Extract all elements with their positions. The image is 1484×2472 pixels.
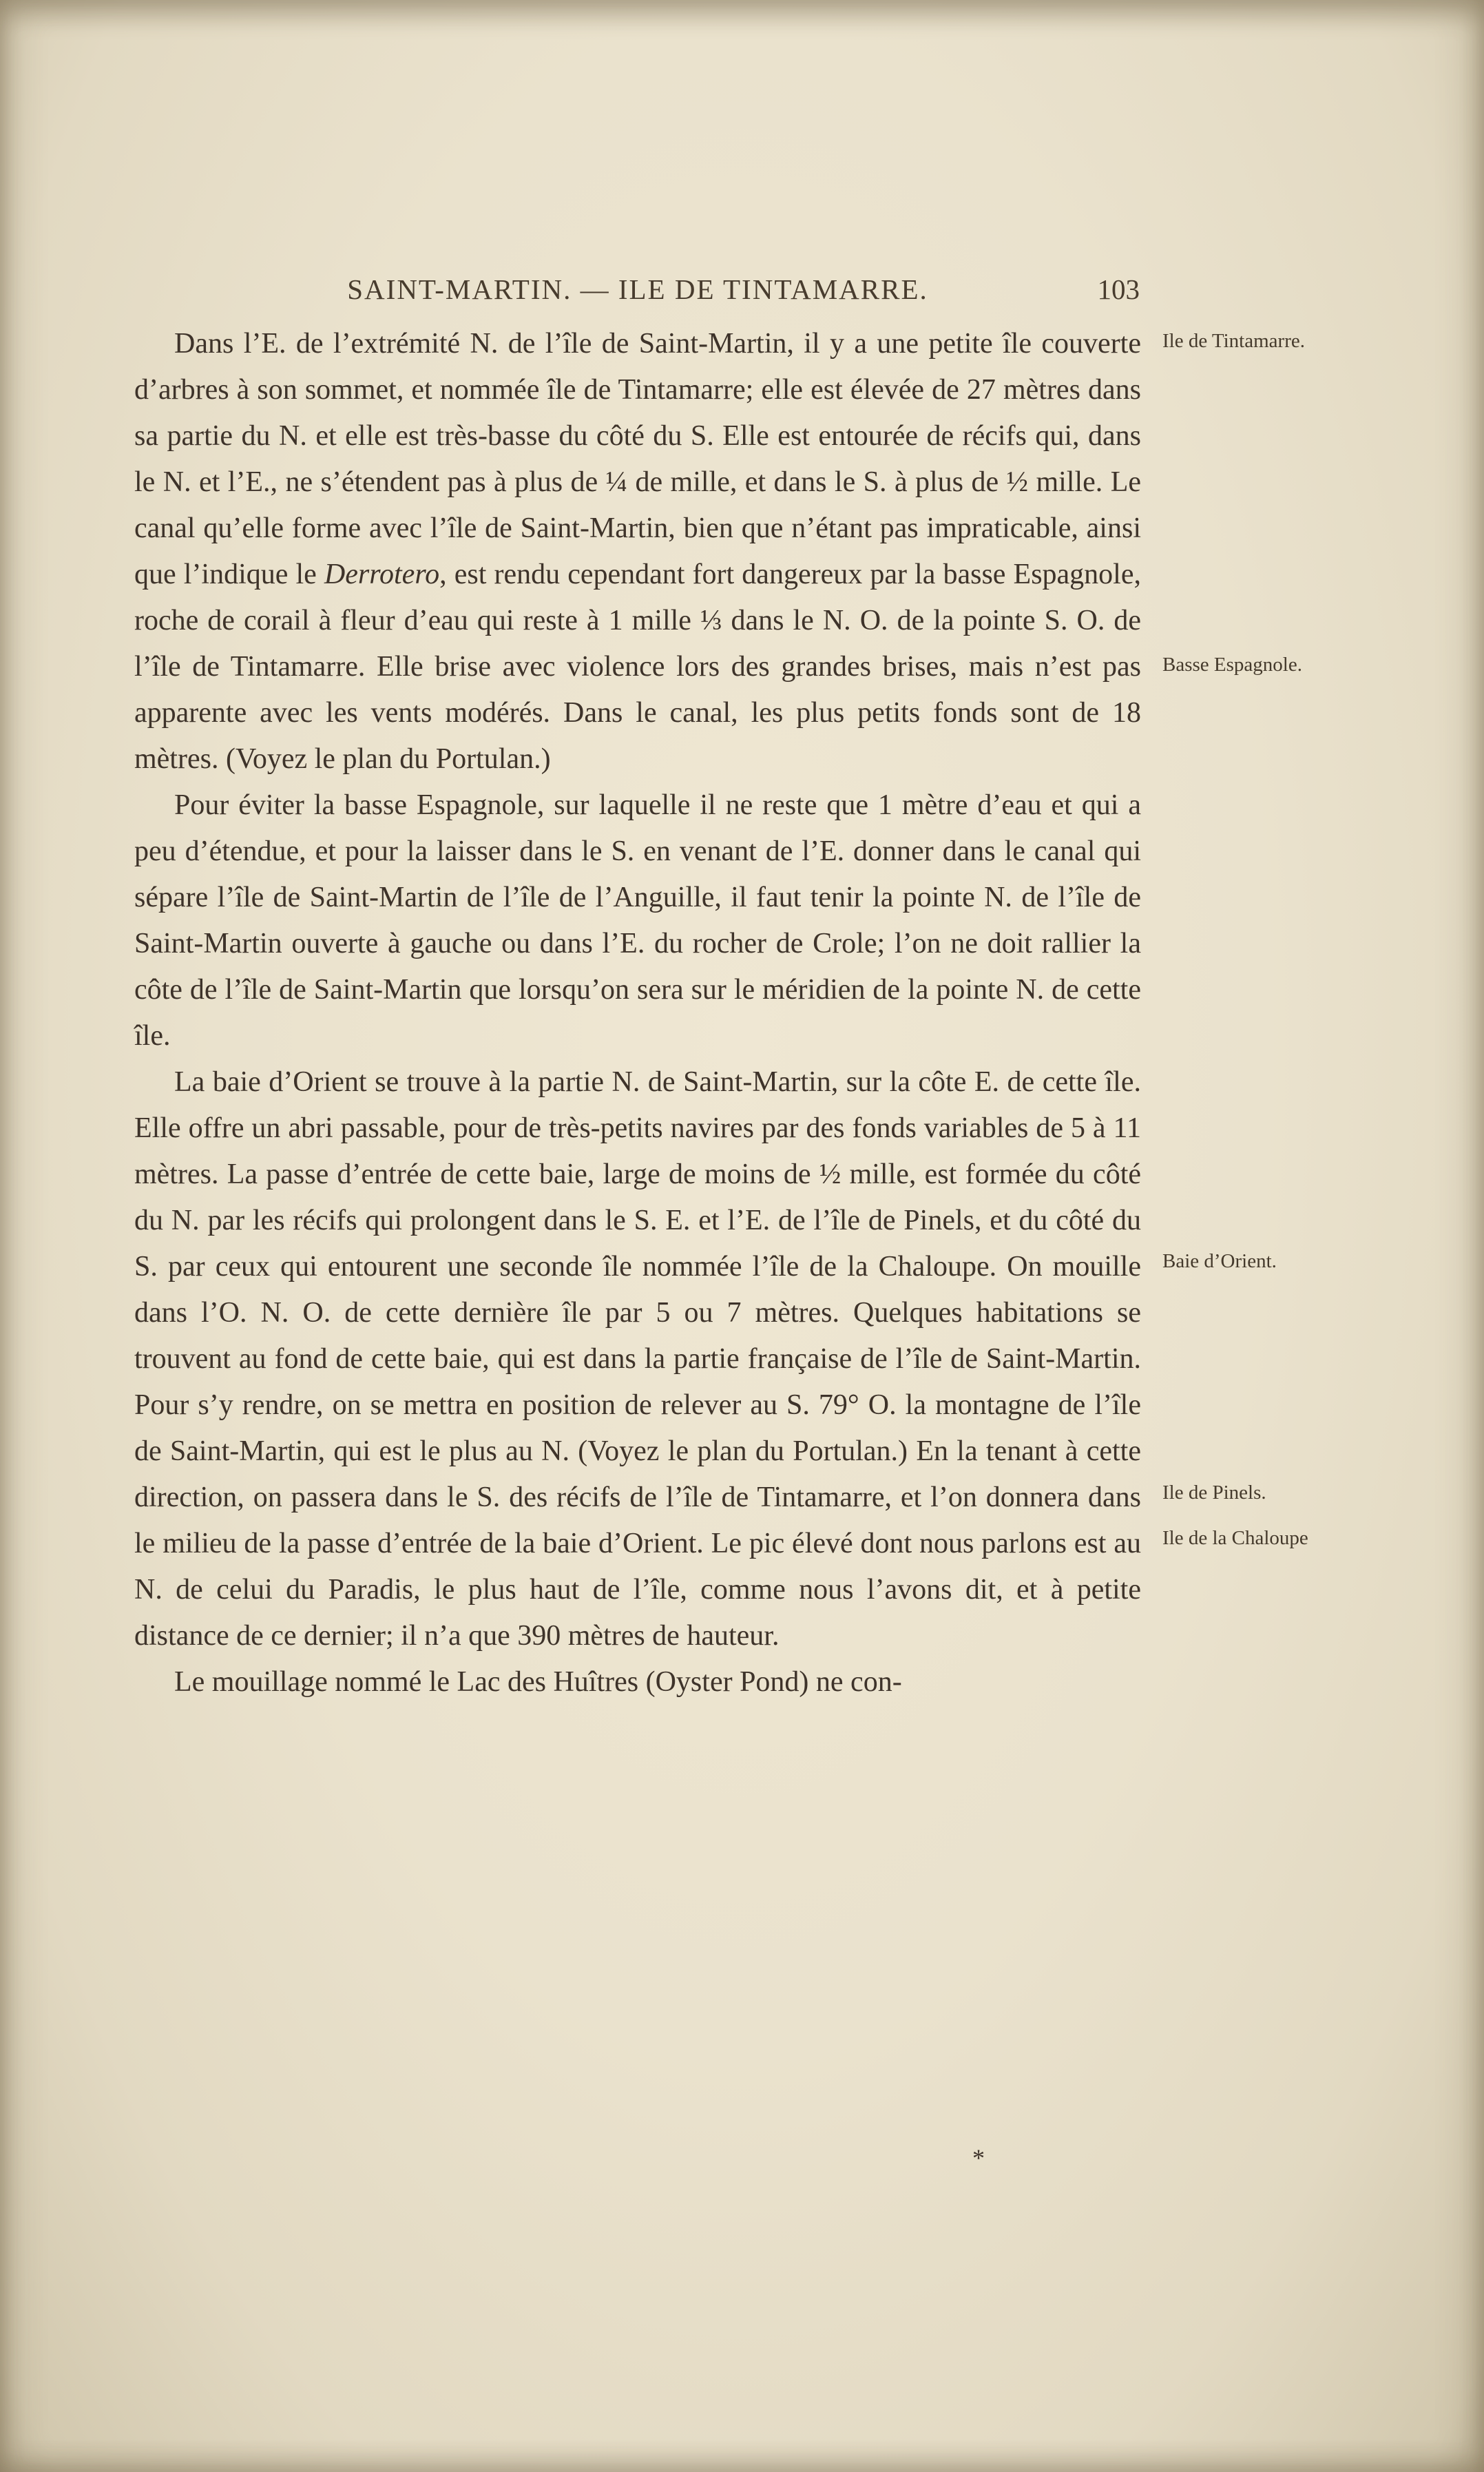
margin-note-ile-de-la-chaloupe: Ile de la Chaloupe [1162,1527,1308,1549]
paragraph-oyster-pond: Le mouillage nommé le Lac des Huîtres (Oyster Pond) ne con- [174,1666,902,1698]
running-title: SAINT-MARTIN. — ILE DE TINTAMARRE. [347,273,928,305]
paragraph-tintamarre [134,321,1141,782]
page-number: 103 [1097,273,1140,305]
page-header [134,273,1141,317]
derrotero-italic-word: Derrotero [324,559,440,590]
paragraph-basse-espagnole: Pour éviter la basse Espagnole, sur laquelle il ne reste que 1 mètre d’eau et qui a peu d’étendue, et pour la laisser dans le S. en venant de l’E. donner dans le canal qui sépare l’île de Saint-Martin de l’île de l’Anguille, il faut tenir la pointe N. de l’île de Saint-Martin ouverte à gauche ou dans l’E. du rocher de Crole; l’on ne doit rallier la côte de l’île de Saint-Martin que lorsqu’on sera sur le méridien de la pointe N. de cette île. [134,789,1141,1052]
paragraph-tintamarre-text-cont: , est rendu cependant fort dangereux par la basse Espagnole, roche de corail à fleur d’eau qui reste à 1 mille ⅓ dans le N. O. de la pointe S. O. de l’île de Tintamarre. Elle brise avec violence lors des grandes brises, mais n’est pas apparente avec les vents modérés. Dans le canal, les plus petits fonds sont de 18 mètres. (Voyez le plan du Portulan.) [134,559,1141,775]
margin-note-ile-de-pinels: Ile de Pinels. [1162,1482,1266,1504]
printer-signature-mark: * [972,2144,985,2172]
margin-note-basse-espagnole: Basse Espagnole. [1162,654,1302,676]
margin-note-baie-d-orient: Baie d’Orient. [1162,1250,1277,1272]
paragraph-tintamarre-text: Dans l’E. de l’extrémité N. de l’île de Saint-Martin, il y a une petite île couverte d’arbres à son sommet, et nommée île de Tintamarre; elle est élevée de 27 mètres dans sa partie du N. et elle est très-basse du côté du S. Elle est entourée de récifs qui, dans le N. et l’E., ne s’étendent pas à plus de ¼ de mille, et dans le S. à plus de ½ mille. Le canal qu’elle forme avec l’île de Saint-Martin, bien que n’étant pas impraticable, ainsi que l’indique le [134,328,1141,590]
paragraph-baie-orient: La baie d’Orient se trouve à la partie N. de Saint-Martin, sur la côte E. de cette île. Elle offre un abri passable, pour de très-petits navires par des fonds variables de 5 à 11 mètres. La passe d’entrée de cette baie, large de moins de ½ mille, est formée du côté du N. par les récifs qui prolongent dans le S. E. et l’E. de l’île de Pinels, et du côté du S. par ceux qui entourent une seconde île nommée l’île de la Chaloupe. On mouille dans l’O. N. O. de cette dernière île par 5 ou 7 mètres. Quelques habitations se trouvent au fond de cette baie, qui est dans la partie française de l’île de Saint-Martin. Pour s’y rendre, on se mettra en position de relever au S. 79° O. la montagne de l’île de Saint-Martin, qui est le plus au N. (Voyez le plan du Portulan.) En la tenant à cette direction, on passera dans le S. des récifs de l’île de Tintamarre, et l’on donnera dans le milieu de la passe d’entrée de la baie d’Orient. Le pic élevé dont nous parlons est au N. de celui du Paradis, le plus haut de l’île, comme nous l’avons dit, et à petite distance de ce dernier; il n’a que 390 mètres de hauteur. [134,1066,1141,1652]
body-text-column [134,321,1141,1705]
margin-note-ile-de-tintamarre: Ile de Tintamarre. [1162,330,1305,352]
